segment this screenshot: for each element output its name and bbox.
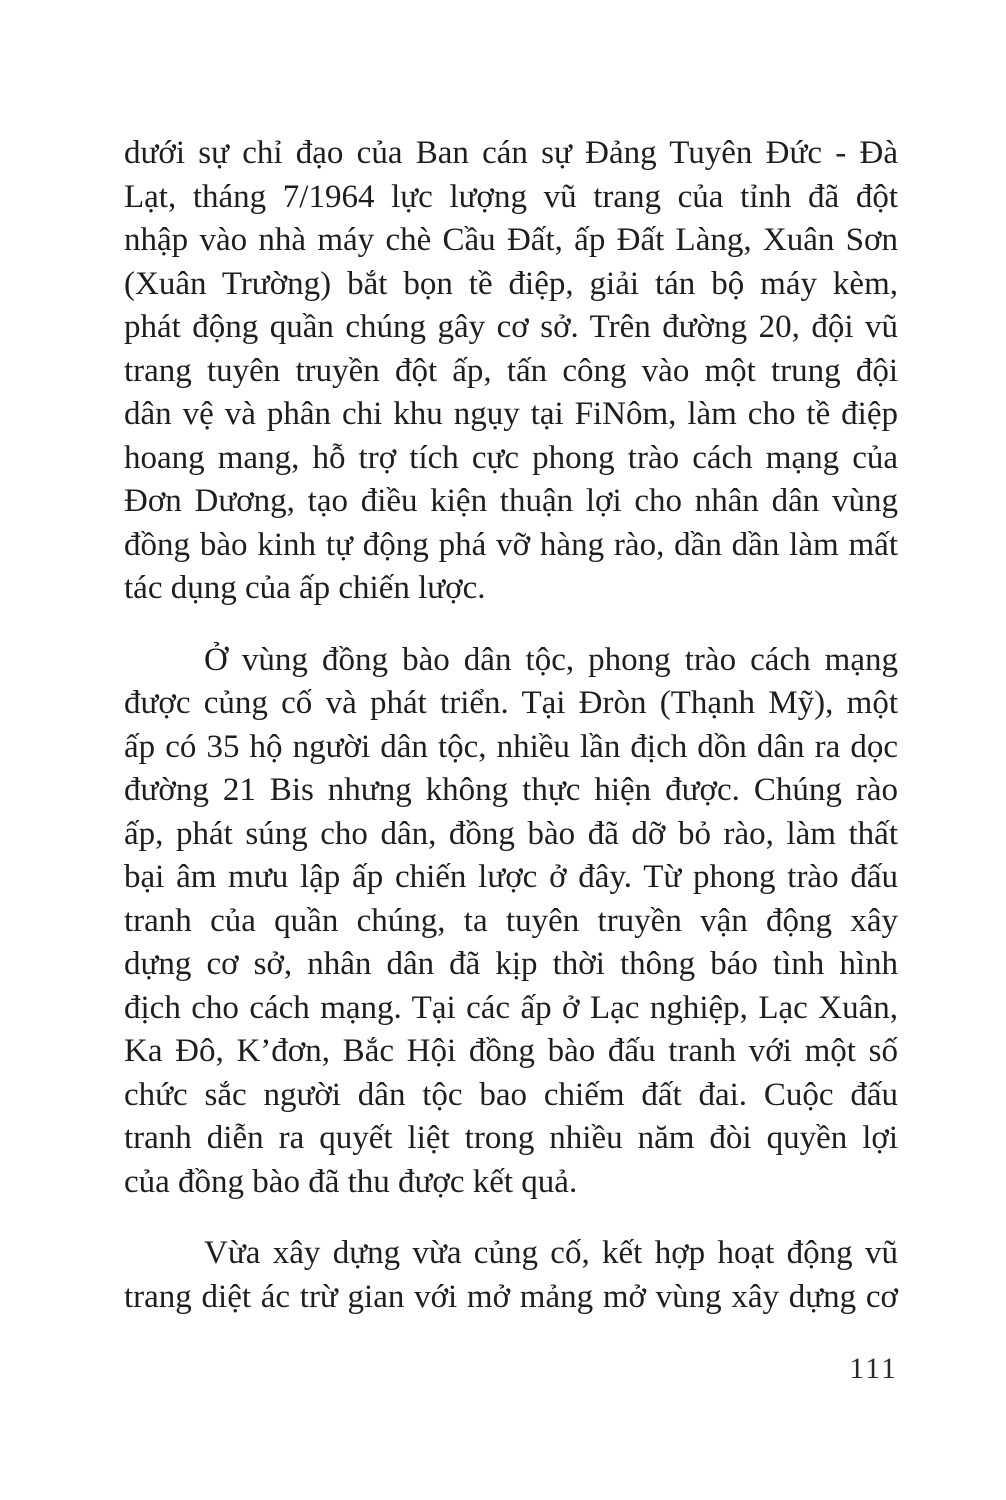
text-line: Đơn Dương, tạo điều kiện thuận lợi cho nhân dân vùng <box>124 483 898 519</box>
text-line: ấp có 35 hộ người dân tộc, nhiều lần địch dồn dân ra dọc <box>124 728 898 765</box>
text-line: nhập vào nhà máy chè Cầu Đất, ấp Đất Làng, Xuân Sơn <box>124 222 898 258</box>
text-line: ấp, phát súng cho dân, đồng bào đã dỡ bỏ rào, làm thất <box>124 815 898 852</box>
paragraph <box>124 1232 898 1319</box>
text-line: hoang mang, hỗ trợ tích cực phong trào cách mạng của <box>124 439 898 476</box>
text-line: dưới sự chỉ đạo của Ban cán sự Đảng Tuyên Đức - Đà <box>124 135 898 171</box>
text-line: đường 21 Bis nhưng không thực hiện được. Chúng rào <box>124 772 898 808</box>
text-line: bại âm mưu lập ấp chiến lược ở đây. Từ phong trào đấu <box>124 859 898 895</box>
text-line: Lạt, tháng 7/1964 lực lượng vũ trang của tỉnh đã đột <box>124 178 898 215</box>
body-text <box>124 132 898 1319</box>
text-line: (Xuân Trường) bắt bọn tề điệp, giải tán bộ máy kèm, <box>124 265 898 302</box>
text-line: Vừa xây dựng vừa củng cố, kết hợp hoạt động vũ <box>204 1235 898 1271</box>
text-line: tranh diễn ra quyết liệt trong nhiều năm đòi quyền lợi <box>124 1120 898 1156</box>
paragraph <box>124 132 898 611</box>
paragraph <box>124 639 898 1205</box>
text-line: tác dụng của ấp chiến lược. <box>124 570 486 606</box>
text-line: trang tuyên truyền đột ấp, tấn công vào một trung đội <box>124 352 898 389</box>
text-line: chức sắc người dân tộc bao chiếm đất đai. Cuộc đấu <box>124 1076 898 1113</box>
text-line: tranh của quần chúng, ta tuyên truyền vận động xây <box>124 902 898 939</box>
text-line: Ở vùng đồng bào dân tộc, phong trào cách mạng <box>204 641 898 678</box>
text-line: của đồng bào đã thu được kết quả. <box>124 1163 578 1200</box>
text-line: trang diệt ác trừ gian với mở mảng mở vùng xây dựng cơ <box>124 1278 898 1315</box>
text-line: dân vệ và phân chi khu ngụy tại FiNôm, làm cho tề điệp <box>124 396 898 432</box>
text-line: được củng cố và phát triển. Tại Đròn (Thạnh Mỹ), một <box>124 685 898 721</box>
text-line: Ka Đô, K’đơn, Bắc Hội đồng bào đấu tranh với một số <box>124 1033 898 1069</box>
text-line: địch cho cách mạng. Tại các ấp ở Lạc nghiệp, Lạc Xuân, <box>124 989 898 1026</box>
page-number: 111 <box>849 1352 898 1385</box>
text-line: phát động quần chúng gây cơ sở. Trên đường 20, đội vũ <box>124 309 898 345</box>
text-line: dựng cơ sở, nhân dân đã kịp thời thông báo tình hình <box>124 946 898 982</box>
text-line: đồng bào kinh tự động phá vỡ hàng rào, dần dần làm mất <box>124 526 898 563</box>
